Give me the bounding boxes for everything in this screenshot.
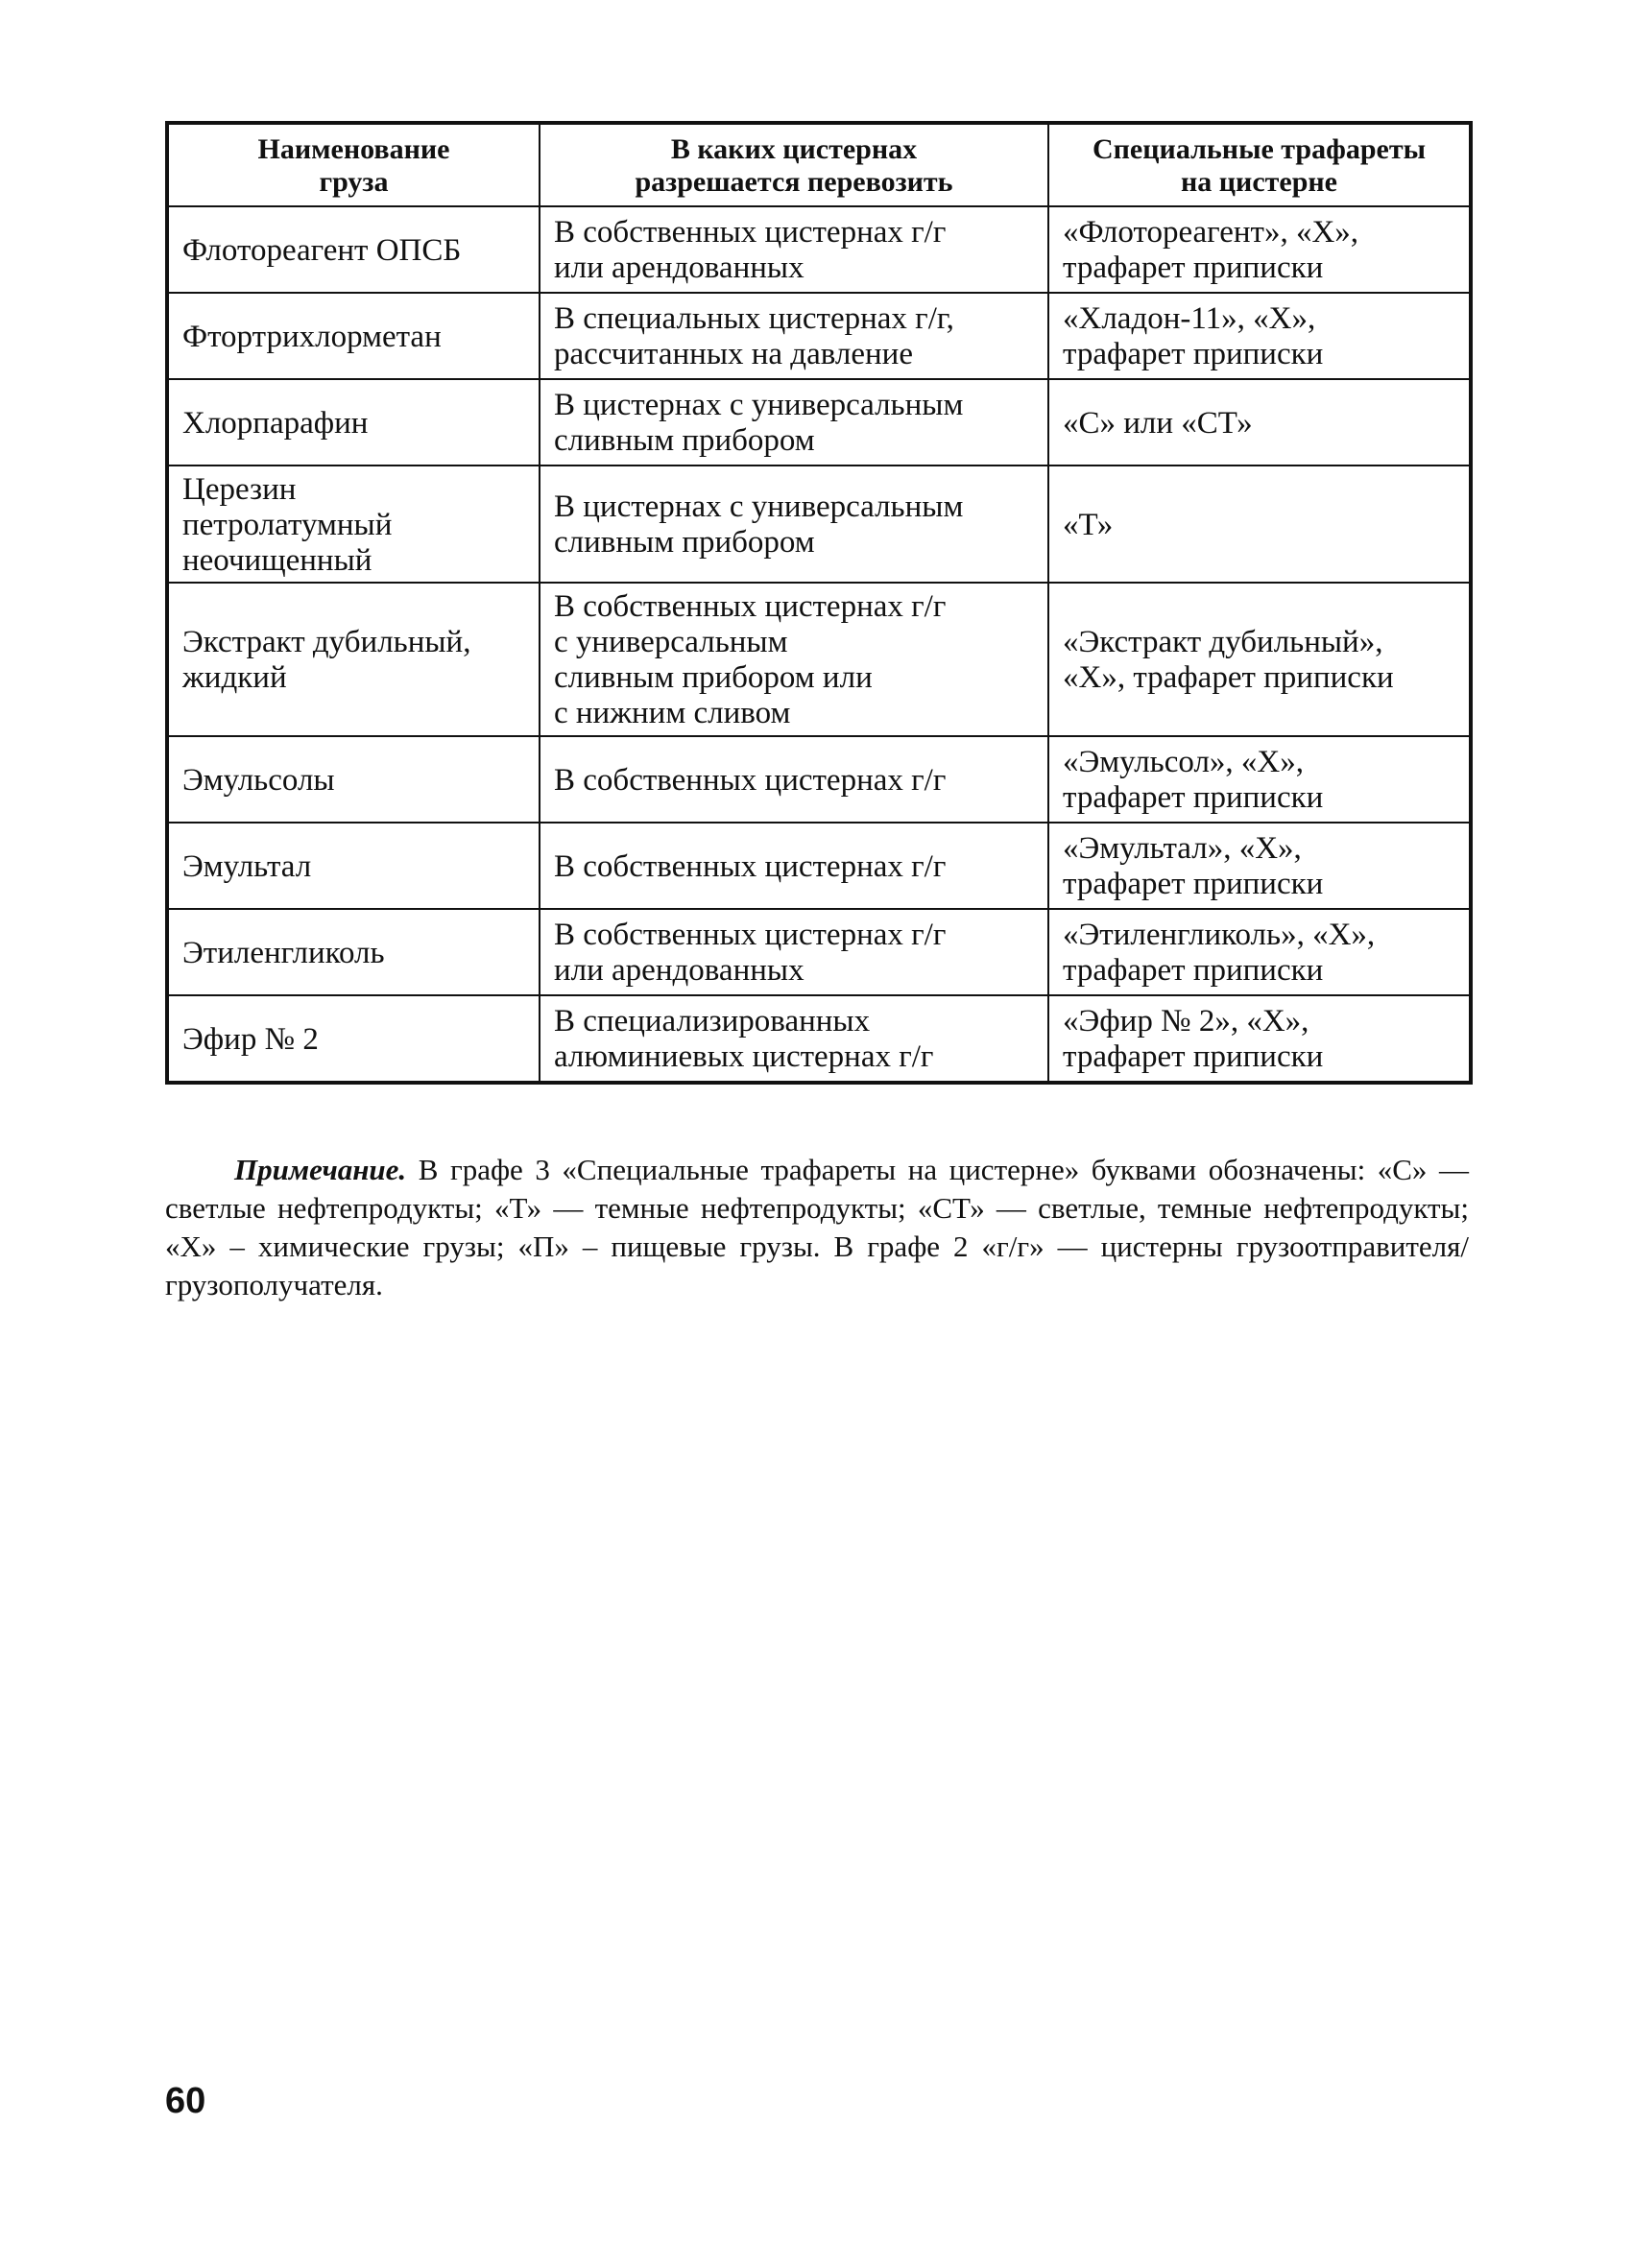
table-row bbox=[167, 995, 1471, 1083]
cell-cargo-name: Фтортрихлорметан bbox=[167, 293, 540, 379]
cargo-table bbox=[165, 121, 1473, 1085]
cell-allowed-tanks: В собственных цистернах г/г или арендованных bbox=[540, 909, 1048, 995]
cell-allowed-tanks: В собственных цистернах г/г с универсальным сливным прибором или с нижним сливом bbox=[540, 583, 1048, 736]
cell-allowed-tanks: В собственных цистернах г/г bbox=[540, 736, 1048, 823]
cell-special-stencils: «Этиленгликоль», «Х», трафарет приписки bbox=[1048, 909, 1471, 995]
cell-allowed-tanks: В собственных цистернах г/г или арендованных bbox=[540, 206, 1048, 293]
cell-special-stencils: «С» или «СТ» bbox=[1048, 379, 1471, 466]
table-note bbox=[165, 1151, 1469, 1304]
cell-cargo-name: Флотореагент ОПСБ bbox=[167, 206, 540, 293]
cell-cargo-name: Хлорпарафин bbox=[167, 379, 540, 466]
header-cargo-name: Наименование груза bbox=[167, 123, 540, 206]
note-label: Примечание. bbox=[234, 1153, 407, 1186]
note-text: В графе 3 «Специальные трафареты на цистерне» буквами обозначены: «С» — светлые нефтепродукты; «Т» — темные нефтепродукты; «СТ» — светлые, темные нефтепродукты; «Х» – химические грузы; «П» – пищевые грузы. В графе 2 «г/г» — цистерны грузоотправителя/грузополучателя. bbox=[165, 1153, 1469, 1301]
table-header-row bbox=[167, 123, 1471, 206]
table-row bbox=[167, 206, 1471, 293]
cell-cargo-name: Экстракт дубильный, жидкий bbox=[167, 583, 540, 736]
table-row bbox=[167, 293, 1471, 379]
page-number: 60 bbox=[165, 2081, 206, 2121]
cell-allowed-tanks: В специальных цистернах г/г, рассчитанных на давление bbox=[540, 293, 1048, 379]
cell-cargo-name: Церезин петролатумный неочищенный bbox=[167, 466, 540, 583]
table-row bbox=[167, 583, 1471, 736]
cell-special-stencils: «Экстракт дубильный», «Х», трафарет приписки bbox=[1048, 583, 1471, 736]
cell-special-stencils: «Эмультал», «Х», трафарет приписки bbox=[1048, 823, 1471, 909]
cell-allowed-tanks: В специализированных алюминиевых цистернах г/г bbox=[540, 995, 1048, 1083]
cell-cargo-name: Этиленгликоль bbox=[167, 909, 540, 995]
cell-special-stencils: «Флотореагент», «Х», трафарет приписки bbox=[1048, 206, 1471, 293]
table-row bbox=[167, 466, 1471, 583]
table-row bbox=[167, 736, 1471, 823]
cell-special-stencils: «Эмульсол», «Х», трафарет приписки bbox=[1048, 736, 1471, 823]
cell-cargo-name: Эмульсолы bbox=[167, 736, 540, 823]
header-allowed-tanks: В каких цистернах разрешается перевозить bbox=[540, 123, 1048, 206]
cell-special-stencils: «Хладон-11», «Х», трафарет приписки bbox=[1048, 293, 1471, 379]
table-row bbox=[167, 823, 1471, 909]
cell-allowed-tanks: В собственных цистернах г/г bbox=[540, 823, 1048, 909]
header-special-stencils: Специальные трафареты на цистерне bbox=[1048, 123, 1471, 206]
cell-special-stencils: «Эфир № 2», «Х», трафарет приписки bbox=[1048, 995, 1471, 1083]
cell-cargo-name: Эфир № 2 bbox=[167, 995, 540, 1083]
cell-allowed-tanks: В цистернах с универсальным сливным прибором bbox=[540, 379, 1048, 466]
cell-allowed-tanks: В цистернах с универсальным сливным прибором bbox=[540, 466, 1048, 583]
table-row bbox=[167, 379, 1471, 466]
cell-special-stencils: «Т» bbox=[1048, 466, 1471, 583]
table-row bbox=[167, 909, 1471, 995]
cell-cargo-name: Эмультал bbox=[167, 823, 540, 909]
